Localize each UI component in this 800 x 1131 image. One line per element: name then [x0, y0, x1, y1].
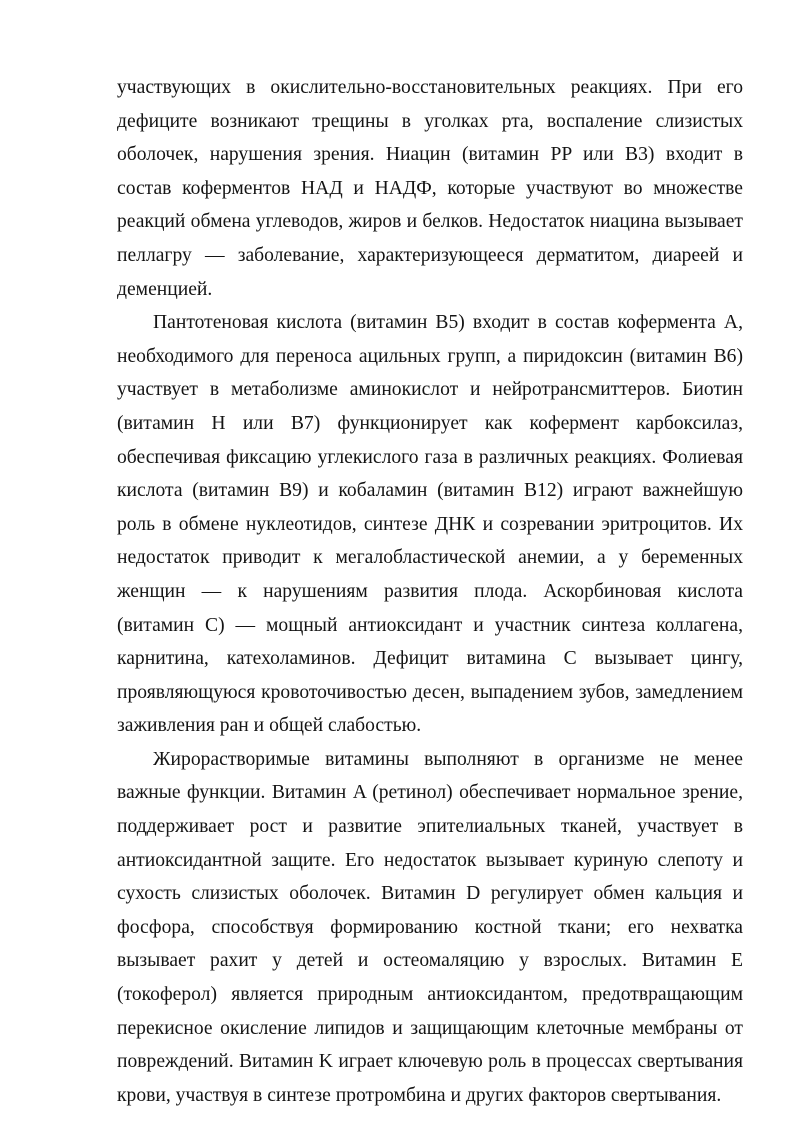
paragraph-fat-soluble-vitamins: Жирорастворимые витамины выполняют в организме не менее важные функции. Витамин A (ретинол) обеспечивает нормальное зрение, поддерживает рост и развитие эпителиальных тканей, участвует в антиоксидантной защите. Его недостаток вызывает куриную слепоту и сухость слизистых оболочек. Витамин D регулирует обмен кальция и фосфора, способствуя формированию костной ткани; его нехватка вызывает рахит у детей и остеомаляцию у взрослых. Витамин E (токоферол) является природным антиоксидантом, предотвращающим перекисное окисление липидов и защищающим клеточные мембраны от повреждений. Витамин K играет ключевую роль в процессах свертывания крови, участвуя в синтезе протромбина и других факторов свертывания. [117, 748, 743, 1106]
paragraph-b-vitamins: Пантотеновая кислота (витамин B5) входит в состав кофермента А, необходимого для переноса ацильных групп, а пиридоксин (витамин B6) участвует в метаболизме аминокислот и нейротрансмиттеров. Биотин (витамин H или B7) функционирует как кофермент карбоксилаз, обеспечивая фиксацию углекислого газа в различных реакциях. Фолиевая кислота (витамин B9) и кобаламин (витамин B12) играют важнейшую роль в обмене нуклеотидов, синтезе ДНК и созревании эритроцитов. Их недостаток приводит к мегалобластической анемии, а у беременных женщин — к нарушениям развития плода. Аскорбиновая кислота (витамин C) — мощный антиоксидант и участник синтеза коллагена, карнитина, катехоламинов. Дефицит витамина C вызывает цингу, проявляющуюся кровоточивостью десен, выпадением зубов, замедлением заживления ран и общей слабостью. [117, 312, 743, 737]
paragraph-niacin: участвующих в окислительно-восстановительных реакциях. При его дефиците возникают трещины в уголках рта, воспаление слизистых оболочек, нарушения зрения. Ниацин (витамин PP или B3) входит в состав коферментов НАД и НАДФ, которые участвуют во множестве реакций обмена углеводов, жиров и белков. Недостаток ниацина вызывает пеллагру — заболевание, характеризующееся дерматитом, диареей и деменцией. [117, 77, 743, 300]
